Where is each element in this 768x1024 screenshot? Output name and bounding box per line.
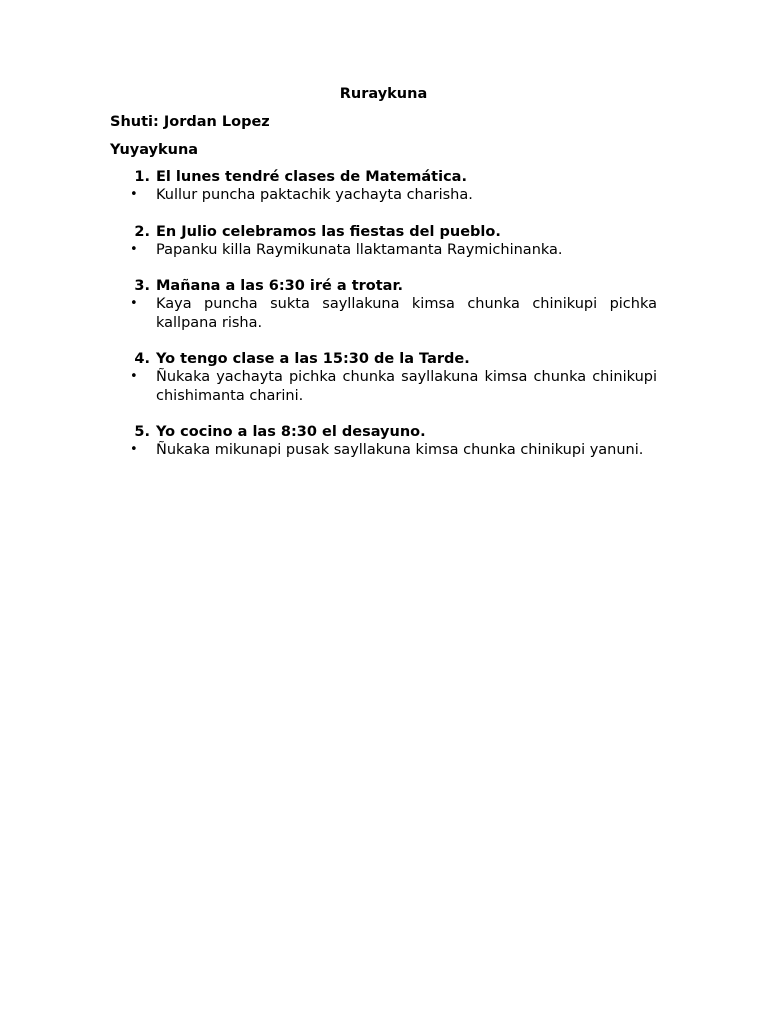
question-text: El lunes tendré clases de Matemática.: [156, 169, 467, 185]
answer-text: Ñukaka yachayta pichka chunka sayllakuna kimsa chunka chinikupi chishimanta charini.: [156, 369, 657, 404]
list-item: [110, 423, 657, 460]
bullet-icon: •: [130, 241, 138, 257]
answer-text: Papanku killa Raymikunata llaktamanta Raymichinanka.: [156, 241, 563, 258]
question-text: Yo cocino a las 8:30 el desayuno.: [156, 424, 426, 440]
bullet-icon: •: [130, 369, 138, 384]
list-item: [110, 223, 657, 260]
answer-row: [110, 241, 657, 260]
question-text: En Julio celebramos las fiestas del pueblo.: [156, 223, 501, 240]
answer-text: Kullur puncha paktachik yachayta charisha.: [156, 187, 473, 203]
answer-row: [110, 295, 657, 332]
question-row: [110, 277, 657, 295]
item-number: 2.: [134, 223, 150, 240]
bullet-icon: •: [130, 296, 138, 311]
item-number: 4.: [134, 351, 150, 367]
item-number: 5.: [134, 424, 150, 440]
document-title: Ruraykuna: [339, 86, 428, 102]
list-item: [110, 350, 657, 405]
answer-text: Kaya puncha sukta sayllakuna kimsa chunka chinikupi pichka kallpana risha.: [156, 296, 657, 331]
question-row: [110, 168, 657, 186]
question-text: Mañana a las 6:30 iré a trotar.: [156, 278, 404, 294]
question-row: [110, 223, 657, 241]
section-heading: Yuyaykuna: [110, 142, 199, 158]
list-item: [110, 168, 657, 205]
document-page: [110, 84, 657, 478]
question-list: [110, 168, 657, 460]
answer-row: [110, 186, 657, 205]
answer-row: [110, 368, 657, 405]
answer-text: Ñukaka mikunapi pusak sayllakuna kimsa chunka chinikupi yanuni.: [156, 442, 644, 458]
answer-row: [110, 441, 657, 460]
author-line: Shuti: Jordan Lopez: [110, 114, 270, 130]
question-row: [110, 350, 657, 368]
question-row: [110, 423, 657, 441]
item-number: 3.: [134, 278, 150, 294]
bullet-icon: •: [130, 187, 138, 202]
list-item: [110, 277, 657, 332]
question-text: Yo tengo clase a las 15:30 de la Tarde.: [156, 351, 470, 367]
bullet-icon: •: [130, 442, 138, 457]
item-number: 1.: [134, 169, 150, 185]
